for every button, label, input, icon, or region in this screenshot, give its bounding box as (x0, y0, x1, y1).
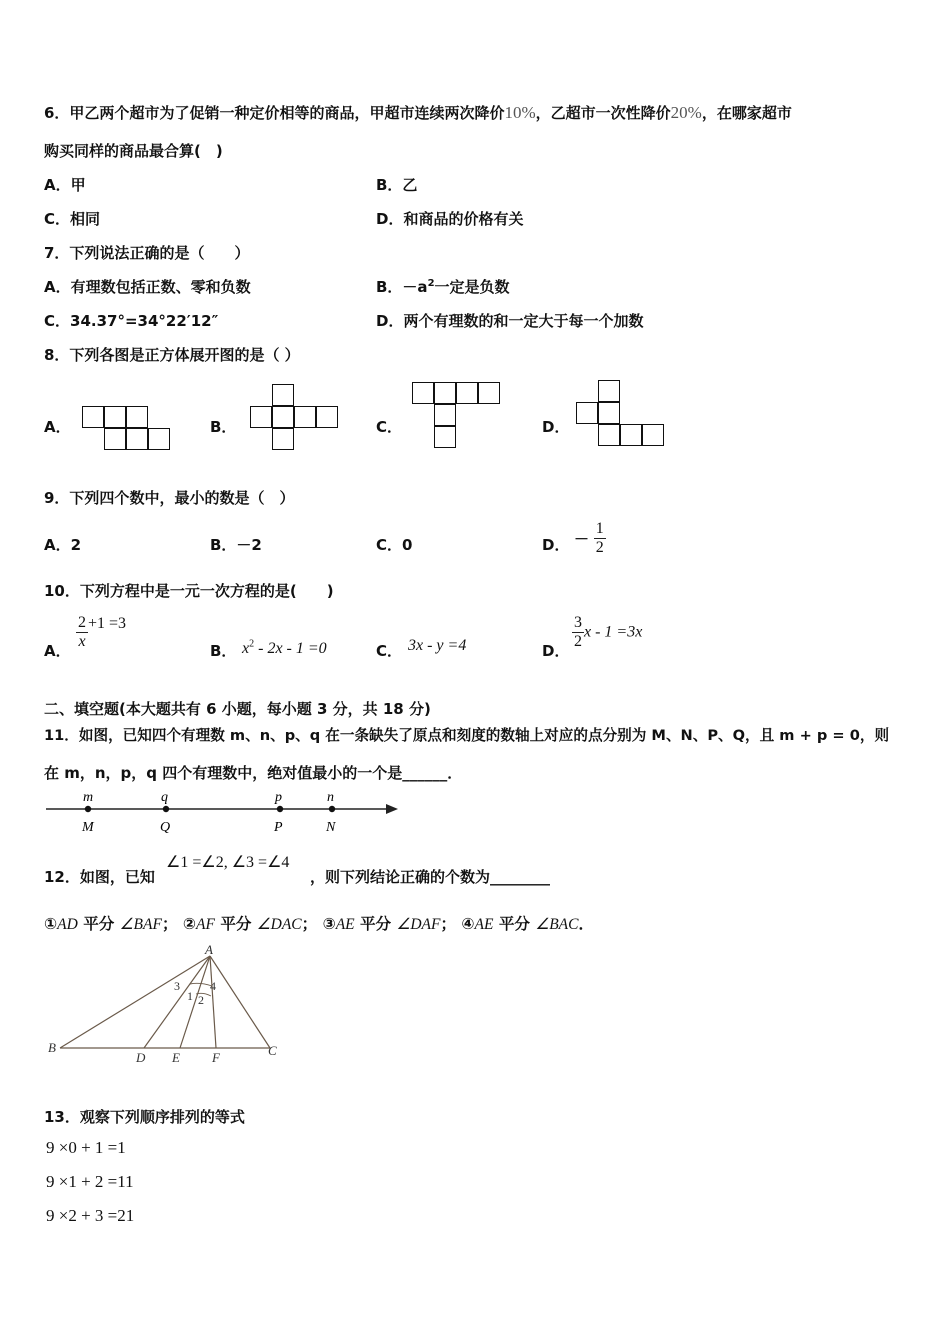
q7-option-a: A．有理数包括正数、零和负数 (44, 278, 251, 296)
q12-s4-num: ④ (461, 915, 475, 933)
q12-pre: 12．如图，已知 (44, 868, 155, 886)
q12-line1 (44, 866, 155, 887)
q10-stem: 10．下列方程中是一元一次方程的是( ) (44, 582, 334, 600)
q12-condition: ∠1 =∠2, ∠3 =∠4 (166, 854, 290, 871)
q6-option-b: B．乙 (376, 176, 418, 194)
q12-s4-a: AE (474, 916, 494, 933)
number-line-label-Q: Q (160, 820, 171, 835)
q7-option-d: D．两个有理数的和一定大于每一个加数 (376, 312, 644, 330)
q10-d-fraction (572, 614, 584, 651)
q12-statements (44, 912, 594, 934)
q10-a-rest: +1 =3 (88, 614, 127, 632)
q7-option-b (376, 276, 510, 297)
q7-b-sup: 2 (427, 278, 435, 289)
number-line-label-n: n (327, 790, 334, 805)
q12-s3-num: ③ (322, 915, 336, 933)
arrow-icon (386, 804, 398, 814)
q10-b-sup: 2 (249, 638, 255, 650)
q6-option-c: C．相同 (44, 210, 101, 228)
q10-c-equation: 3x - y =4 (408, 637, 467, 654)
q10-a-equation (76, 614, 126, 651)
q12-post: ，则下列结论正确的个数为________ (310, 868, 551, 886)
q10-b-equation (242, 638, 327, 658)
number-line-label-M: M (82, 820, 94, 835)
q6-pct1: 10% (504, 103, 536, 122)
q10-d-num: 3 (574, 614, 582, 631)
q6-mid: ，乙超市一次性降价 (535, 104, 671, 122)
q9-stem: 9．下列四个数中，最小的数是（ ） (44, 489, 295, 507)
q12-sep2: ； (301, 915, 318, 933)
q12-s2-a: AF (195, 916, 215, 933)
q8-option-b: B． (210, 418, 237, 436)
q12-s1-num: ① (44, 915, 58, 933)
line-AE (180, 956, 210, 1048)
q12-s3-a: AE (335, 916, 355, 933)
label-angle-1: 1 (187, 989, 193, 1003)
number-line-label-N: N (326, 820, 336, 835)
label-A: A (205, 942, 213, 957)
q8-stem: 8．下列各图是正方体展开图的是（ ） (44, 346, 300, 364)
q9-d-num: 1 (595, 520, 604, 537)
number-line-label-p: p (275, 790, 282, 805)
q9-option-b: B．－2 (210, 536, 262, 554)
label-E: E (172, 1050, 180, 1065)
label-angle-2: 2 (198, 993, 204, 1007)
q7-b-post: 一定是负数 (434, 278, 510, 296)
q9-option-d: D． (542, 536, 570, 554)
number-line-label-q: q (161, 790, 168, 805)
section-2-heading: 二、填空题(本大题共有 6 小题，每小题 3 分，共 18 分) (44, 700, 431, 718)
q10-option-a: A． (44, 642, 71, 660)
q12-s1-b: 平分 (83, 915, 115, 933)
number-line-label-P: P (274, 820, 283, 835)
q10-a-num: 2 (78, 614, 86, 631)
q10-option-b: B． (210, 642, 237, 660)
q12-s1-c: ∠BAF (119, 916, 162, 933)
label-B: B (48, 1040, 56, 1055)
q8-option-c: C． (376, 418, 403, 436)
q10-a-fraction (76, 614, 88, 651)
q13-eq3: 9 ×2 + 3 =21 (46, 1206, 135, 1225)
q12-s3-c: ∠DAF (396, 916, 441, 933)
q8-option-d: D． (542, 418, 570, 436)
number-line-label-m: m (83, 790, 94, 805)
q7-stem: 7．下列说法正确的是（ ） (44, 244, 250, 262)
number-line-point-M (85, 806, 91, 812)
q12-s3-b: 平分 (360, 915, 392, 933)
q9-d-value (574, 520, 606, 557)
line-AF (210, 956, 216, 1048)
q6-option-a: A．甲 (44, 176, 86, 194)
q11-line2: 在 m，n，p，q 四个有理数中，绝对值最小的一个是______． (44, 764, 463, 782)
line-AC (210, 956, 270, 1048)
q7-b-pre: B．－a (376, 278, 428, 296)
q9-d-sign: － (574, 530, 590, 548)
q11-line1: 11．如图，已知四个有理数 m、n、p、q 在一条缺失了原点和刻度的数轴上对应的点分别为 M、N、P、Q，且 m + p = 0，则 (44, 727, 890, 744)
q10-d-equation (572, 614, 642, 651)
q12-s4-c: ∠BAC (535, 916, 579, 933)
q6-line1 (44, 102, 792, 123)
q12-s2-b: 平分 (220, 915, 252, 933)
q10-d-rest: x - 1 =3x (584, 623, 643, 641)
number-line-point-Q (163, 806, 169, 812)
number-line-point-P (277, 806, 283, 812)
q12-sep1: ； (161, 915, 178, 933)
q11-number-line (40, 786, 410, 836)
q6-option-d: D．和商品的价格有关 (376, 210, 524, 228)
label-angle-3: 3 (174, 979, 180, 993)
q12-sep3: ； (440, 915, 457, 933)
q12-triangle-figure (40, 942, 290, 1072)
label-D: D (136, 1050, 146, 1065)
q12-s4-b: 平分 (498, 915, 530, 933)
q13-stem: 13．观察下列顺序排列的等式 (44, 1108, 245, 1126)
q10-d-den: 2 (574, 633, 582, 650)
q10-option-c: C． (376, 642, 403, 660)
q12-s2-c: ∠DAC (256, 916, 302, 933)
q13-eq2: 9 ×1 + 2 =11 (46, 1172, 134, 1191)
label-F: F (212, 1050, 220, 1065)
q8-option-a: A． (44, 418, 71, 436)
label-angle-4: 4 (210, 979, 216, 993)
q6-tail: ，在哪家超市 (701, 104, 792, 122)
q10-a-den: x (78, 633, 86, 650)
q12-end: ． (578, 915, 594, 933)
q10-b-x: x (242, 640, 250, 657)
q10-option-d: D． (542, 642, 570, 660)
number-line-point-N (329, 806, 335, 812)
q9-option-a: A．2 (44, 536, 82, 554)
q12-s1-a: AD (57, 916, 78, 933)
q9-d-den: 2 (595, 539, 604, 556)
q7-option-c: C．34.37°=34°22′12″ (44, 312, 219, 330)
q13-eq1: 9 ×0 + 1 =1 (46, 1138, 126, 1157)
q6-stem-text: 6．甲乙两个超市为了促销一种定价相等的商品，甲超市连续两次降价 (44, 104, 505, 122)
q6-line2: 购买同样的商品最合算( ) (44, 142, 223, 160)
q10-b-rest: - 2x - 1 =0 (254, 640, 327, 657)
q9-option-c: C．0 (376, 536, 413, 554)
q9-d-fraction (594, 520, 606, 557)
q12-s2-num: ② (182, 915, 196, 933)
q6-pct2: 20% (670, 103, 702, 122)
label-C: C (268, 1043, 277, 1058)
